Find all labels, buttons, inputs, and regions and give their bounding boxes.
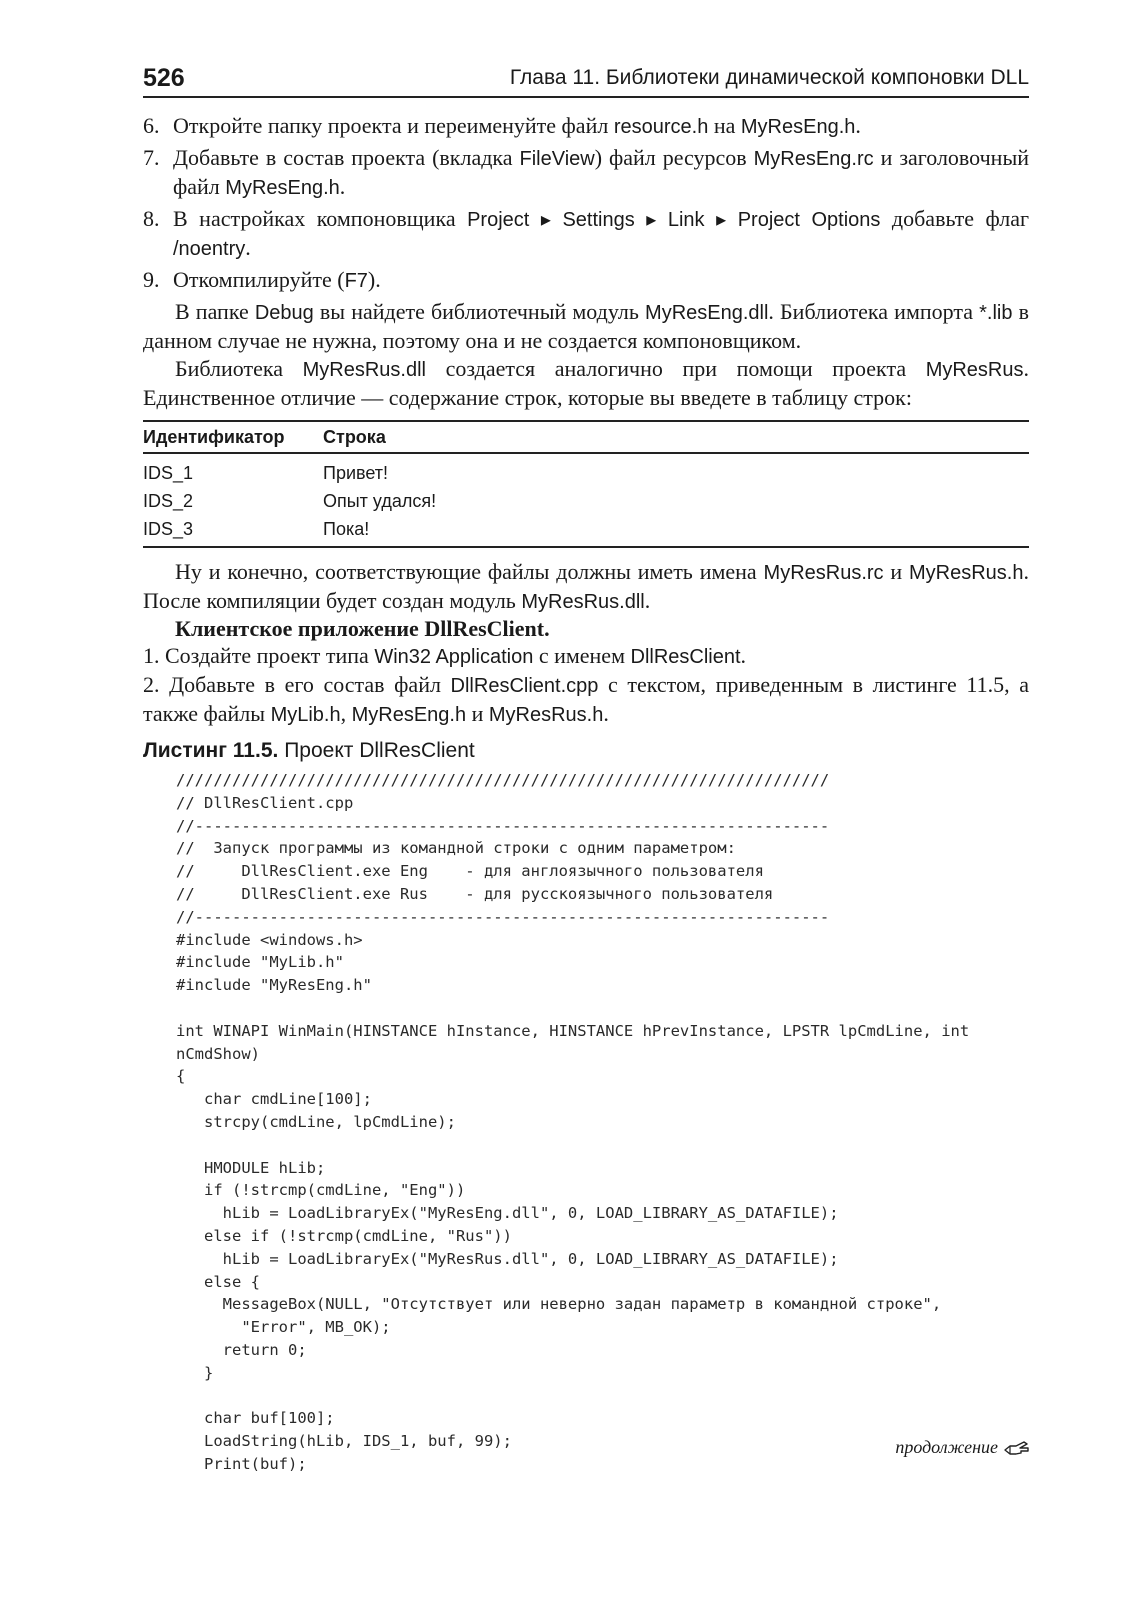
table-cell: Опыт удался! (323, 490, 437, 511)
list-item (143, 112, 1029, 141)
table-cell: Пока! (323, 515, 1029, 547)
client-step: 2. Добавьте в его состав файл DllResClient.cpp с текстом, приведенным в листинге 11.5, а также файлы MyLib.h, MyResEng.h и MyResRus.h. (143, 672, 1029, 726)
table-row (143, 515, 1029, 547)
table-cell: Привет! (323, 462, 389, 483)
list-item (143, 144, 1029, 202)
client-step: 1. Создайте проект типа Win32 Application с именем DllResClient. (143, 643, 747, 668)
list-text: Откомпилируйте (F7). (173, 267, 381, 292)
page-header (143, 62, 1029, 98)
column-header-id: Идентификатор (143, 421, 323, 453)
table-row (143, 453, 1029, 487)
steps-list (143, 112, 1029, 295)
pointing-hand-icon (1004, 1439, 1030, 1457)
listing-caption (143, 739, 1029, 763)
list-text: В настройках компоновщика Project ▸ Settings ▸ Link ▸ Project Options добавьте флаг /noentry. (173, 206, 1029, 260)
table-header-row (143, 421, 1029, 453)
list-item (143, 205, 1029, 263)
book-page (143, 62, 1029, 1476)
list-number: 6. (143, 113, 160, 138)
page-number: 526 (143, 64, 185, 92)
table-row (143, 487, 1029, 515)
list-number: 8. (143, 206, 160, 231)
paragraph-filenames: Ну и конечно, соответствующие файлы должны иметь имена MyResRus.rc и MyResRus.h. После компиляции будет создан модуль MyResRus.dll. (143, 559, 1029, 613)
continued-note (895, 1437, 1030, 1458)
column-header-string: Строка (323, 421, 1029, 453)
listing-label: Листинг 11.5. (143, 739, 279, 762)
paragraph-debug: В папке Debug вы найдете библиотечный модуль MyResEng.dll. Библиотека импорта *.lib в данном случае не нужна, поэтому она и не создается компоновщиком. (143, 299, 1029, 353)
section-subheading: Клиентское приложение DllResClient. (175, 616, 550, 641)
continued-label: продолжение (895, 1437, 998, 1457)
list-number: 9. (143, 267, 160, 292)
listing-title: Проект DllResClient (284, 739, 475, 762)
paragraph-myresrus: Библиотека MyResRus.dll создается аналогично при помощи проекта MyResRus. Единственное отличие — содержание строк, которые вы введете в таблицу строк: (143, 356, 1029, 410)
table-cell: IDS_2 (143, 490, 194, 511)
string-table (143, 420, 1029, 548)
code-listing: ////////////////////////////////////////////////////////////////////// // DllResClient.cpp //-------------------------------------------------------------------- // Запуск программы из командной строки с одним параметром: // DllResClient.exe Eng - для англоязычного пользователя // DllResClient.exe Rus - для русскоязычного пользователя //-------------------------------------------------------------------- #include <windows.h> #include "MyLib.h" #include "MyResEng.h" int WINAPI WinMain(HINSTANCE hInstance, HINSTANCE hPrevInstance, LPSTR lpCmdLine, int nCmdShow) { char cmdLine[100]; strcpy(cmdLine, lpCmdLine); HMODULE hLib; if (!strcmp(cmdLine, "Eng")) hLib = LoadLibraryEx("MyResEng.dll", 0, LOAD_LIBRARY_AS_DATAFILE); else if (!strcmp(cmdLine, "Rus")) hLib = LoadLibraryEx("MyResRus.dll", 0, LOAD_LIBRARY_AS_DATAFILE); else { MessageBox(NULL, "Отсутствует или неверно задан параметр в командной строке", "Error", MB_OK); return 0; } char buf[100]; LoadString(hLib, IDS_1, buf, 99); Print(buf); (176, 771, 970, 1473)
table-cell: IDS_1 (143, 462, 194, 483)
list-text: Откройте папку проекта и переименуйте файл resource.h на MyResEng.h. (173, 113, 861, 138)
list-number: 7. (143, 145, 160, 170)
list-item (143, 266, 1029, 295)
list-text: Добавьте в состав проекта (вкладка FileView) файл ресурсов MyResEng.rc и заголовочный файл MyResEng.h. (173, 145, 1029, 199)
running-head: Глава 11. Библиотеки динамической компоновки DLL (509, 66, 1029, 89)
table-cell: IDS_3 (143, 515, 323, 547)
